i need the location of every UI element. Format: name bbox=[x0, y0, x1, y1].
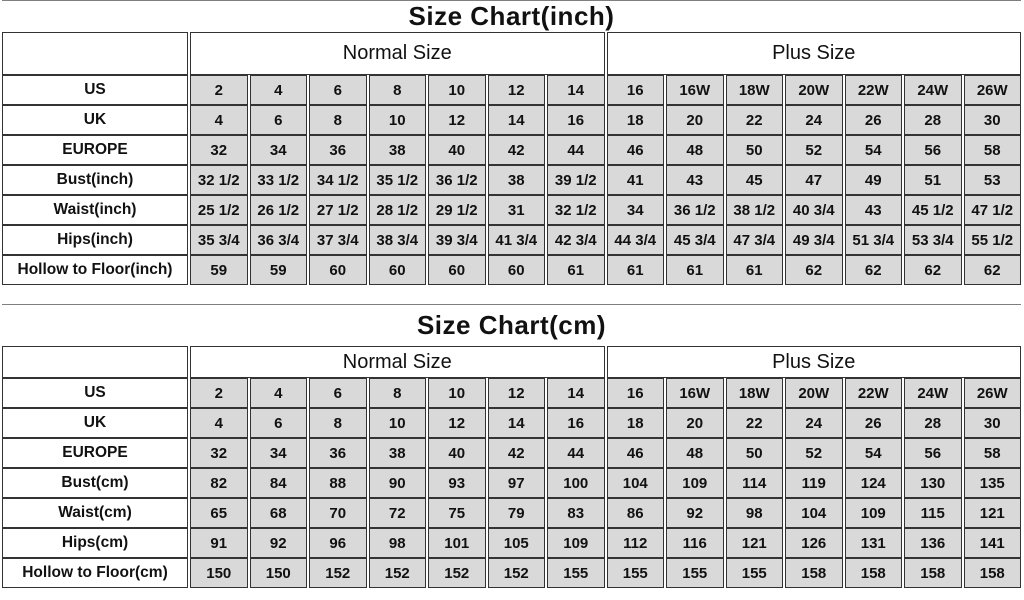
size-value-cell: 155 bbox=[726, 558, 784, 588]
size-value-cell: 25 1/2 bbox=[190, 195, 248, 225]
size-value-cell: 26 1/2 bbox=[250, 195, 308, 225]
size-value-cell: 98 bbox=[369, 528, 427, 558]
size-value-cell: 28 1/2 bbox=[369, 195, 427, 225]
size-value-cell: 39 3/4 bbox=[428, 225, 486, 255]
size-value-cell: 8 bbox=[369, 75, 427, 105]
size-value-cell: 47 bbox=[785, 165, 843, 195]
size-value-cell: 8 bbox=[309, 105, 367, 135]
size-value-cell: 22W bbox=[845, 378, 903, 408]
row-label: Bust(cm) bbox=[2, 468, 188, 498]
size-value-cell: 32 1/2 bbox=[547, 195, 605, 225]
size-value-cell: 109 bbox=[547, 528, 605, 558]
size-value-cell: 46 bbox=[607, 438, 665, 468]
size-value-cell: 14 bbox=[547, 75, 605, 105]
size-value-cell: 62 bbox=[964, 255, 1022, 285]
size-value-cell: 2 bbox=[190, 378, 248, 408]
size-value-cell: 60 bbox=[428, 255, 486, 285]
size-value-cell: 150 bbox=[250, 558, 308, 588]
table-row bbox=[2, 75, 1021, 105]
size-value-cell: 29 1/2 bbox=[428, 195, 486, 225]
size-value-cell: 59 bbox=[250, 255, 308, 285]
size-value-cell: 10 bbox=[369, 105, 427, 135]
corner-cell bbox=[2, 346, 188, 378]
size-value-cell: 54 bbox=[845, 135, 903, 165]
row-label: Waist(inch) bbox=[2, 195, 188, 225]
size-value-cell: 88 bbox=[309, 468, 367, 498]
group-header-normal-size: Normal Size bbox=[190, 346, 605, 378]
size-value-cell: 44 bbox=[547, 438, 605, 468]
size-value-cell: 41 bbox=[607, 165, 665, 195]
size-value-cell: 136 bbox=[904, 528, 962, 558]
size-value-cell: 60 bbox=[309, 255, 367, 285]
size-value-cell: 37 3/4 bbox=[309, 225, 367, 255]
table-title-row bbox=[2, 0, 1021, 32]
size-value-cell: 26 bbox=[845, 105, 903, 135]
size-value-cell: 60 bbox=[369, 255, 427, 285]
table-row bbox=[2, 438, 1021, 468]
corner-cell bbox=[2, 32, 188, 75]
size-value-cell: 158 bbox=[845, 558, 903, 588]
size-value-cell: 4 bbox=[250, 378, 308, 408]
row-label: US bbox=[2, 378, 188, 408]
group-header-plus-size: Plus Size bbox=[607, 346, 1022, 378]
row-label: Hips(inch) bbox=[2, 225, 188, 255]
size-value-cell: 41 3/4 bbox=[488, 225, 546, 255]
size-value-cell: 24 bbox=[785, 105, 843, 135]
size-value-cell: 20 bbox=[666, 105, 724, 135]
size-value-cell: 44 3/4 bbox=[607, 225, 665, 255]
size-value-cell: 83 bbox=[547, 498, 605, 528]
row-label: US bbox=[2, 75, 188, 105]
size-value-cell: 36 bbox=[309, 438, 367, 468]
size-value-cell: 62 bbox=[785, 255, 843, 285]
size-value-cell: 16 bbox=[607, 75, 665, 105]
size-value-cell: 32 bbox=[190, 438, 248, 468]
size-value-cell: 100 bbox=[547, 468, 605, 498]
size-value-cell: 155 bbox=[547, 558, 605, 588]
size-value-cell: 158 bbox=[785, 558, 843, 588]
size-value-cell: 62 bbox=[904, 255, 962, 285]
size-value-cell: 20W bbox=[785, 75, 843, 105]
row-label: Bust(inch) bbox=[2, 165, 188, 195]
size-value-cell: 60 bbox=[488, 255, 546, 285]
size-value-cell: 65 bbox=[190, 498, 248, 528]
size-value-cell: 92 bbox=[250, 528, 308, 558]
size-value-cell: 116 bbox=[666, 528, 724, 558]
group-header-row bbox=[2, 32, 1021, 75]
size-value-cell: 92 bbox=[666, 498, 724, 528]
size-value-cell: 79 bbox=[488, 498, 546, 528]
size-value-cell: 130 bbox=[904, 468, 962, 498]
size-value-cell: 52 bbox=[785, 438, 843, 468]
size-value-cell: 8 bbox=[309, 408, 367, 438]
size-value-cell: 28 bbox=[904, 408, 962, 438]
size-value-cell: 34 bbox=[250, 135, 308, 165]
size-value-cell: 14 bbox=[547, 378, 605, 408]
group-header-row bbox=[2, 346, 1021, 378]
size-value-cell: 50 bbox=[726, 438, 784, 468]
size-value-cell: 131 bbox=[845, 528, 903, 558]
size-value-cell: 109 bbox=[666, 468, 724, 498]
size-value-cell: 115 bbox=[904, 498, 962, 528]
table-row bbox=[2, 468, 1021, 498]
size-value-cell: 45 1/2 bbox=[904, 195, 962, 225]
size-value-cell: 6 bbox=[250, 408, 308, 438]
table-row bbox=[2, 105, 1021, 135]
size-value-cell: 91 bbox=[190, 528, 248, 558]
size-value-cell: 45 bbox=[726, 165, 784, 195]
size-value-cell: 53 3/4 bbox=[904, 225, 962, 255]
size-value-cell: 47 3/4 bbox=[726, 225, 784, 255]
row-label: UK bbox=[2, 408, 188, 438]
size-value-cell: 104 bbox=[607, 468, 665, 498]
size-value-cell: 121 bbox=[726, 528, 784, 558]
size-value-cell: 42 bbox=[488, 438, 546, 468]
size-value-cell: 58 bbox=[964, 135, 1022, 165]
table-row bbox=[2, 528, 1021, 558]
group-header-normal-size: Normal Size bbox=[190, 32, 605, 75]
size-value-cell: 34 bbox=[250, 438, 308, 468]
size-value-cell: 24 bbox=[785, 408, 843, 438]
size-value-cell: 4 bbox=[250, 75, 308, 105]
size-value-cell: 36 1/2 bbox=[666, 195, 724, 225]
size-value-cell: 109 bbox=[845, 498, 903, 528]
size-value-cell: 135 bbox=[964, 468, 1022, 498]
size-value-cell: 43 bbox=[666, 165, 724, 195]
size-value-cell: 61 bbox=[547, 255, 605, 285]
table-row bbox=[2, 558, 1021, 588]
size-value-cell: 155 bbox=[666, 558, 724, 588]
size-value-cell: 152 bbox=[428, 558, 486, 588]
size-value-cell: 104 bbox=[785, 498, 843, 528]
size-value-cell: 38 bbox=[369, 135, 427, 165]
size-value-cell: 52 bbox=[785, 135, 843, 165]
size-value-cell: 51 bbox=[904, 165, 962, 195]
size-value-cell: 54 bbox=[845, 438, 903, 468]
size-chart-inch-table bbox=[0, 0, 1023, 285]
size-value-cell: 6 bbox=[309, 378, 367, 408]
row-label: Hollow to Floor(inch) bbox=[2, 255, 188, 285]
size-value-cell: 27 1/2 bbox=[309, 195, 367, 225]
size-value-cell: 96 bbox=[309, 528, 367, 558]
size-value-cell: 10 bbox=[428, 75, 486, 105]
size-value-cell: 47 1/2 bbox=[964, 195, 1022, 225]
row-label: EUROPE bbox=[2, 438, 188, 468]
size-value-cell: 97 bbox=[488, 468, 546, 498]
table-title: Size Chart(inch) bbox=[2, 0, 1021, 32]
table-row bbox=[2, 165, 1021, 195]
size-value-cell: 53 bbox=[964, 165, 1022, 195]
size-value-cell: 18W bbox=[726, 378, 784, 408]
size-value-cell: 24W bbox=[904, 378, 962, 408]
size-value-cell: 34 bbox=[607, 195, 665, 225]
size-value-cell: 6 bbox=[309, 75, 367, 105]
size-value-cell: 22 bbox=[726, 408, 784, 438]
size-value-cell: 32 bbox=[190, 135, 248, 165]
size-value-cell: 42 3/4 bbox=[547, 225, 605, 255]
size-value-cell: 30 bbox=[964, 408, 1022, 438]
size-value-cell: 38 bbox=[488, 165, 546, 195]
size-value-cell: 61 bbox=[666, 255, 724, 285]
size-value-cell: 155 bbox=[607, 558, 665, 588]
size-value-cell: 62 bbox=[845, 255, 903, 285]
size-value-cell: 16 bbox=[547, 105, 605, 135]
row-label: Hips(cm) bbox=[2, 528, 188, 558]
size-value-cell: 152 bbox=[309, 558, 367, 588]
table-row bbox=[2, 255, 1021, 285]
size-value-cell: 56 bbox=[904, 438, 962, 468]
size-value-cell: 49 bbox=[845, 165, 903, 195]
size-value-cell: 40 bbox=[428, 135, 486, 165]
size-chart-cm-section bbox=[0, 304, 1024, 588]
size-value-cell: 22W bbox=[845, 75, 903, 105]
size-value-cell: 152 bbox=[488, 558, 546, 588]
size-value-cell: 55 1/2 bbox=[964, 225, 1022, 255]
size-value-cell: 126 bbox=[785, 528, 843, 558]
size-value-cell: 38 3/4 bbox=[369, 225, 427, 255]
size-value-cell: 8 bbox=[369, 378, 427, 408]
size-value-cell: 68 bbox=[250, 498, 308, 528]
table-row bbox=[2, 378, 1021, 408]
size-value-cell: 45 3/4 bbox=[666, 225, 724, 255]
size-value-cell: 121 bbox=[964, 498, 1022, 528]
size-value-cell: 61 bbox=[607, 255, 665, 285]
size-value-cell: 12 bbox=[488, 75, 546, 105]
size-value-cell: 36 1/2 bbox=[428, 165, 486, 195]
size-value-cell: 50 bbox=[726, 135, 784, 165]
size-value-cell: 40 bbox=[428, 438, 486, 468]
row-label: UK bbox=[2, 105, 188, 135]
size-value-cell: 90 bbox=[369, 468, 427, 498]
group-header-plus-size: Plus Size bbox=[607, 32, 1022, 75]
size-value-cell: 30 bbox=[964, 105, 1022, 135]
size-value-cell: 72 bbox=[369, 498, 427, 528]
table-row bbox=[2, 498, 1021, 528]
size-value-cell: 28 bbox=[904, 105, 962, 135]
size-value-cell: 24W bbox=[904, 75, 962, 105]
size-value-cell: 42 bbox=[488, 135, 546, 165]
size-value-cell: 22 bbox=[726, 105, 784, 135]
row-label: Hollow to Floor(cm) bbox=[2, 558, 188, 588]
size-value-cell: 119 bbox=[785, 468, 843, 498]
size-value-cell: 48 bbox=[666, 135, 724, 165]
table-row bbox=[2, 195, 1021, 225]
size-value-cell: 35 3/4 bbox=[190, 225, 248, 255]
table-title: Size Chart(cm) bbox=[2, 304, 1021, 346]
size-value-cell: 158 bbox=[904, 558, 962, 588]
size-value-cell: 48 bbox=[666, 438, 724, 468]
size-value-cell: 20 bbox=[666, 408, 724, 438]
size-value-cell: 56 bbox=[904, 135, 962, 165]
size-value-cell: 26 bbox=[845, 408, 903, 438]
size-value-cell: 16 bbox=[547, 408, 605, 438]
size-value-cell: 98 bbox=[726, 498, 784, 528]
size-value-cell: 26W bbox=[964, 75, 1022, 105]
size-value-cell: 84 bbox=[250, 468, 308, 498]
size-value-cell: 16 bbox=[607, 378, 665, 408]
size-value-cell: 18 bbox=[607, 408, 665, 438]
size-value-cell: 18 bbox=[607, 105, 665, 135]
size-value-cell: 32 1/2 bbox=[190, 165, 248, 195]
size-value-cell: 86 bbox=[607, 498, 665, 528]
size-value-cell: 93 bbox=[428, 468, 486, 498]
size-value-cell: 150 bbox=[190, 558, 248, 588]
size-value-cell: 105 bbox=[488, 528, 546, 558]
size-value-cell: 26W bbox=[964, 378, 1022, 408]
size-value-cell: 4 bbox=[190, 408, 248, 438]
size-value-cell: 14 bbox=[488, 105, 546, 135]
size-value-cell: 6 bbox=[250, 105, 308, 135]
size-value-cell: 18W bbox=[726, 75, 784, 105]
size-value-cell: 39 1/2 bbox=[547, 165, 605, 195]
size-value-cell: 33 1/2 bbox=[250, 165, 308, 195]
size-value-cell: 124 bbox=[845, 468, 903, 498]
size-value-cell: 36 3/4 bbox=[250, 225, 308, 255]
size-value-cell: 152 bbox=[369, 558, 427, 588]
size-value-cell: 12 bbox=[428, 408, 486, 438]
table-row bbox=[2, 408, 1021, 438]
size-chart-inch-section bbox=[0, 0, 1024, 285]
size-value-cell: 36 bbox=[309, 135, 367, 165]
size-value-cell: 114 bbox=[726, 468, 784, 498]
size-value-cell: 12 bbox=[488, 378, 546, 408]
size-value-cell: 43 bbox=[845, 195, 903, 225]
size-value-cell: 49 3/4 bbox=[785, 225, 843, 255]
size-value-cell: 112 bbox=[607, 528, 665, 558]
table-row bbox=[2, 225, 1021, 255]
size-value-cell: 44 bbox=[547, 135, 605, 165]
size-value-cell: 12 bbox=[428, 105, 486, 135]
size-value-cell: 141 bbox=[964, 528, 1022, 558]
size-value-cell: 34 1/2 bbox=[309, 165, 367, 195]
row-label: EUROPE bbox=[2, 135, 188, 165]
size-value-cell: 46 bbox=[607, 135, 665, 165]
size-value-cell: 16W bbox=[666, 378, 724, 408]
size-value-cell: 10 bbox=[369, 408, 427, 438]
size-chart-cm-table bbox=[0, 304, 1023, 588]
size-value-cell: 20W bbox=[785, 378, 843, 408]
size-value-cell: 158 bbox=[964, 558, 1022, 588]
size-value-cell: 40 3/4 bbox=[785, 195, 843, 225]
size-value-cell: 31 bbox=[488, 195, 546, 225]
size-value-cell: 16W bbox=[666, 75, 724, 105]
size-value-cell: 14 bbox=[488, 408, 546, 438]
size-value-cell: 35 1/2 bbox=[369, 165, 427, 195]
size-value-cell: 38 1/2 bbox=[726, 195, 784, 225]
size-value-cell: 75 bbox=[428, 498, 486, 528]
size-value-cell: 70 bbox=[309, 498, 367, 528]
table-title-row bbox=[2, 304, 1021, 346]
size-value-cell: 4 bbox=[190, 105, 248, 135]
size-value-cell: 101 bbox=[428, 528, 486, 558]
size-value-cell: 10 bbox=[428, 378, 486, 408]
size-value-cell: 61 bbox=[726, 255, 784, 285]
size-value-cell: 82 bbox=[190, 468, 248, 498]
size-value-cell: 51 3/4 bbox=[845, 225, 903, 255]
table-row bbox=[2, 135, 1021, 165]
size-value-cell: 2 bbox=[190, 75, 248, 105]
size-value-cell: 58 bbox=[964, 438, 1022, 468]
size-value-cell: 38 bbox=[369, 438, 427, 468]
size-value-cell: 59 bbox=[190, 255, 248, 285]
row-label: Waist(cm) bbox=[2, 498, 188, 528]
